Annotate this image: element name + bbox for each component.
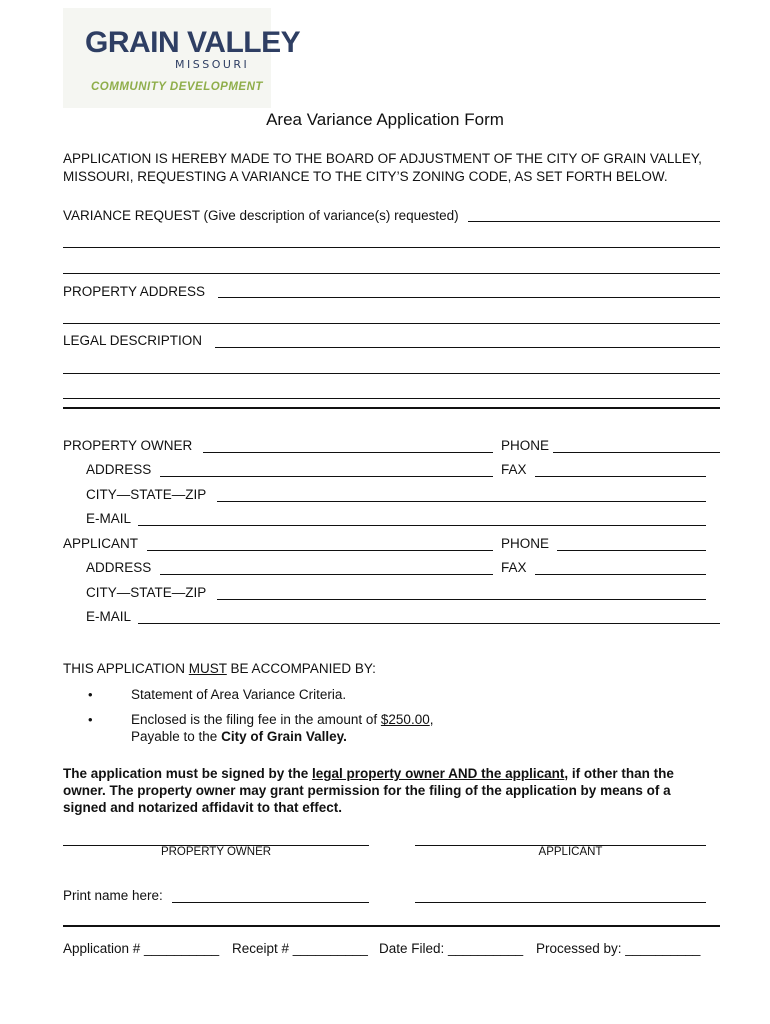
owner-fax-label: FAX: [501, 462, 527, 477]
applicant-phone-field[interactable]: [557, 550, 706, 551]
applicant-signature-label: APPLICANT: [538, 846, 603, 858]
owner-city-state-zip-label: CITY—STATE—ZIP: [86, 487, 207, 502]
notice-line-1: [63, 766, 674, 782]
notice-underlined: legal property owner AND the applicant: [312, 766, 565, 781]
variance-request-line-3[interactable]: [63, 273, 720, 274]
property-owner-label: PROPERTY OWNER: [63, 438, 193, 453]
applicant-fax-label: FAX: [501, 560, 527, 575]
notice-part-2: , if other than the: [564, 766, 674, 781]
owner-phone-field[interactable]: [553, 452, 720, 453]
legal-description-line-3[interactable]: [63, 398, 720, 399]
receipt-number: Receipt # __________: [232, 941, 368, 956]
applicant-address-field[interactable]: [160, 574, 493, 575]
property-owner-field[interactable]: [203, 452, 493, 453]
applicant-field[interactable]: [147, 550, 493, 551]
applicant-city-state-zip-label: CITY—STATE—ZIP: [86, 585, 207, 600]
processed-by: Processed by: __________: [536, 941, 701, 956]
logo-brand: GRAIN VALLEY: [85, 26, 301, 59]
accompany-suffix: BE ACCOMPANIED BY:: [226, 661, 376, 676]
applicant-fax-field[interactable]: [535, 574, 706, 575]
accompany-prefix: THIS APPLICATION: [63, 661, 189, 676]
bullet-2: •: [88, 712, 93, 727]
property-address-field[interactable]: [218, 297, 720, 298]
payable-to-city: City of Grain Valley.: [221, 729, 347, 744]
notice-part-1: The application must be signed by the: [63, 766, 313, 781]
owner-signature-label: PROPERTY OWNER: [160, 846, 272, 858]
form-title: Area Variance Application Form: [266, 110, 504, 129]
owner-phone-label: PHONE: [501, 438, 550, 453]
owner-print-name-field[interactable]: [172, 902, 369, 903]
applicant-address-label: ADDRESS: [86, 560, 152, 575]
logo-tagline: COMMUNITY DEVELOPMENT: [91, 81, 263, 93]
accompany-must: MUST: [188, 661, 227, 676]
legal-description-label: LEGAL DESCRIPTION: [63, 333, 203, 348]
requirement-criteria: Statement of Area Variance Criteria.: [131, 687, 347, 702]
variance-request-field[interactable]: [468, 221, 720, 222]
notice-line-3: signed and notarized affidavit to that effect.: [63, 800, 343, 815]
property-address-line-2[interactable]: [63, 323, 720, 324]
accompany-heading: [63, 661, 376, 677]
variance-request-line-2[interactable]: [63, 247, 720, 248]
owner-fax-field[interactable]: [535, 476, 706, 477]
owner-email-label: E-MAIL: [86, 511, 132, 526]
intro-line-2: MISSOURI, REQUESTING A VARIANCE TO THE CITY’S ZONING CODE, AS SET FORTH BELOW.: [63, 169, 668, 184]
requirement-fee: [131, 712, 433, 728]
payable-prefix: Payable to the: [131, 729, 222, 744]
application-number: Application # __________: [63, 941, 220, 956]
fee-suffix: ,: [429, 712, 434, 727]
requirement-payable: [131, 729, 347, 745]
variance-request-label: VARIANCE REQUEST (Give description of variance(s) requested): [63, 208, 459, 223]
legal-description-line-2[interactable]: [63, 373, 720, 374]
applicant-print-name-field[interactable]: [415, 902, 706, 903]
applicant-city-state-zip-field[interactable]: [217, 599, 706, 600]
applicant-email-field[interactable]: [138, 623, 720, 624]
applicant-email-label: E-MAIL: [86, 609, 132, 624]
applicant-label: APPLICANT: [63, 536, 139, 551]
fee-amount: $250.00: [380, 712, 430, 727]
bullet-1: •: [88, 687, 93, 702]
owner-address-field[interactable]: [160, 476, 493, 477]
section-divider: [63, 407, 720, 409]
owner-address-label: ADDRESS: [86, 462, 152, 477]
fee-prefix: Enclosed is the filing fee in the amount of: [131, 712, 381, 727]
owner-email-field[interactable]: [138, 525, 706, 526]
applicant-phone-label: PHONE: [501, 536, 550, 551]
notice-line-2: owner. The property owner may grant permission for the filing of the application by means of a: [63, 783, 671, 798]
logo-state: MISSOURI: [175, 58, 250, 71]
property-address-label: PROPERTY ADDRESS: [63, 284, 206, 299]
legal-description-field[interactable]: [215, 347, 720, 348]
owner-city-state-zip-field[interactable]: [217, 501, 706, 502]
print-name-label: Print name here:: [63, 888, 163, 903]
date-filed: Date Filed: __________: [379, 941, 524, 956]
city-logo: [63, 8, 301, 108]
intro-line-1: APPLICATION IS HEREBY MADE TO THE BOARD OF ADJUSTMENT OF THE CITY OF GRAIN VALLEY,: [63, 151, 702, 166]
footer-divider: [63, 925, 720, 927]
